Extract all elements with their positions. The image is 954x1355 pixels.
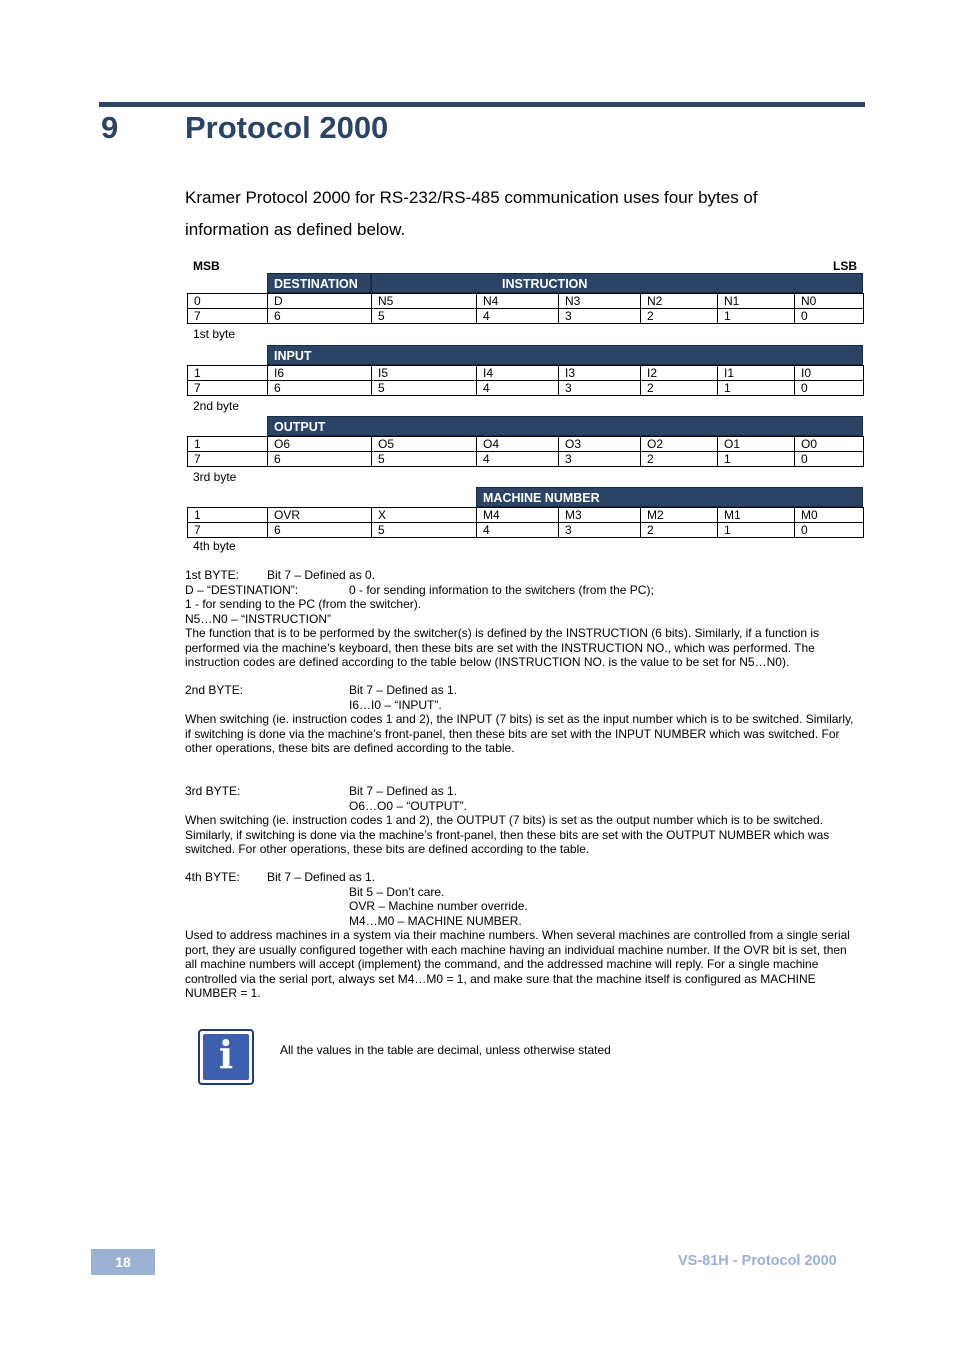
bit-cell: 1: [718, 523, 795, 538]
bit-cell: 4: [477, 381, 559, 396]
input-header: INPUT: [267, 345, 863, 365]
byte-3-description: [185, 784, 855, 857]
bit-cell: I6: [268, 366, 372, 381]
bit-cell: I0: [795, 366, 864, 381]
footer-title: VS-81H - Protocol 2000: [678, 1253, 837, 1269]
bit-cell: 0: [188, 294, 268, 309]
byte-3-bit7: Bit 7 – Defined as 1.: [349, 784, 458, 798]
instruction-field: N5…N0 – “INSTRUCTION”: [185, 611, 332, 626]
bit-cell: O2: [641, 437, 718, 452]
byte-2-bit7: Bit 7 – Defined as 1.: [349, 683, 458, 697]
destination-1-text: 1 - for sending to the PC (from the switcher).: [185, 597, 422, 611]
bit-cell: 2: [641, 452, 718, 467]
table-row: [188, 437, 864, 452]
info-icon: [198, 1029, 254, 1085]
byte-4-heading: 4th BYTE:: [185, 870, 240, 884]
bit-cell: 3: [559, 452, 641, 467]
bit-cell: 3: [559, 523, 641, 538]
bit-cell: M4: [477, 508, 559, 523]
table-row: [188, 452, 864, 467]
bit-cell: N5: [372, 294, 477, 309]
bit-cell: 3: [559, 309, 641, 324]
bit-cell: O5: [372, 437, 477, 452]
bit-cell: 1: [718, 452, 795, 467]
msb-label: MSB: [193, 259, 220, 273]
bit-cell: D: [268, 294, 372, 309]
bit-cell: I4: [477, 366, 559, 381]
bit-cell: 0: [795, 381, 864, 396]
byte-3-field: O6…O0 – “OUTPUT”.: [349, 798, 468, 813]
info-note: All the values in the table are decimal, unless otherwise stated: [280, 1043, 611, 1057]
byte-2-table: [187, 365, 864, 396]
destination-label: D – “DESTINATION”:: [185, 582, 299, 597]
byte-4-table: [187, 507, 864, 538]
bit-cell: 7: [188, 381, 268, 396]
bit-cell: 6: [268, 523, 372, 538]
byte-label: 4th byte: [193, 539, 236, 553]
bit-cell: 1: [718, 381, 795, 396]
bit-cell: O6: [268, 437, 372, 452]
chapter-title: Protocol 2000: [185, 110, 389, 145]
bit-cell: O4: [477, 437, 559, 452]
bit-cell: I3: [559, 366, 641, 381]
bit-cell: O3: [559, 437, 641, 452]
bit-cell: 0: [795, 309, 864, 324]
bit-cell: 1: [188, 437, 268, 452]
chapter-number: 9: [101, 110, 119, 145]
intro-paragraph: Kramer Protocol 2000 for RS-232/RS-485 communication uses four bytes of information as defined below.: [185, 188, 758, 239]
bit-cell: X: [372, 508, 477, 523]
bit-cell: OVR: [268, 508, 372, 523]
bit-cell: 5: [372, 523, 477, 538]
bit-cell: I2: [641, 366, 718, 381]
bit-cell: M1: [718, 508, 795, 523]
bit-cell: I5: [372, 366, 477, 381]
destination-0-text: 0 - for sending information to the switchers (from the PC);: [349, 582, 654, 597]
lsb-label: LSB: [833, 259, 857, 273]
table-row: [188, 508, 864, 523]
table-row: [188, 523, 864, 538]
info-icon-glyph: i: [218, 1032, 234, 1077]
byte-label: 1st byte: [193, 327, 236, 341]
byte-4-ovr: OVR – Machine number override.: [349, 899, 528, 913]
byte-label: 2nd byte: [193, 399, 240, 413]
bit-cell: 1: [718, 309, 795, 324]
destination-header: DESTINATION: [267, 273, 371, 293]
output-header: OUTPUT: [267, 416, 863, 436]
bit-cell: 6: [268, 381, 372, 396]
page-number: 18: [115, 1254, 131, 1270]
bit-cell: N0: [795, 294, 864, 309]
bit-cell: 6: [268, 452, 372, 467]
bit-cell: O1: [718, 437, 795, 452]
byte-1-table: [187, 293, 864, 324]
bit-cell: M0: [795, 508, 864, 523]
bit-cell: 2: [641, 309, 718, 324]
bit-cell: M3: [559, 508, 641, 523]
chapter-top-rule: [99, 102, 865, 107]
bit-cell: 7: [188, 452, 268, 467]
instruction-header: INSTRUCTION: [371, 273, 863, 293]
table-row: [188, 309, 864, 324]
byte-2-field: I6…I0 – “INPUT”.: [349, 697, 442, 712]
byte-1-paragraph: The function that is to be performed by the switcher(s) is defined by the INSTRUCTION (6 bits). Similarly, if a function is performed via the machine’s keyboard, then these bits are set with the INSTRUCTION NO., which was performed. The instruction codes are defined according to the table below (INSTRUCTION NO. is the value to be set for N5…N0).: [185, 626, 820, 669]
byte-3-paragraph: When switching (ie. instruction codes 1 and 2), the OUTPUT (7 bits) is set as the output number which is to be switched. Similarly, if switching is done via the machine’s front-panel, then these bits are set with the OUTPUT NUMBER which was switched. For other operations, these bits are defined according to the table.: [185, 813, 830, 856]
bit-cell: 1: [188, 508, 268, 523]
bit-cell: 7: [188, 309, 268, 324]
bit-cell: 5: [372, 381, 477, 396]
byte-2-heading: 2nd BYTE:: [185, 683, 244, 697]
bit-cell: N1: [718, 294, 795, 309]
bit-cell: 2: [641, 381, 718, 396]
byte-3-table: [187, 436, 864, 467]
byte-4-paragraph: Used to address machines in a system via their machine numbers. When several machines are controlled from a single serial port, they are usually configured together with each machine having an individual machine number. If the OVR bit is set, then all machine numbers will accept (implement) the command, and the addressed machine will reply. For a single machine controlled via the serial port, always set M4…M0 = 1, and make sure that the machine itself is configured as MACHINE NUMBER = 1.: [185, 928, 850, 1000]
byte-2-description: [185, 683, 855, 756]
byte-label: 3rd byte: [193, 470, 237, 484]
bit-cell: O0: [795, 437, 864, 452]
byte-4-field: M4…M0 – MACHINE NUMBER.: [349, 913, 522, 928]
table-row: [188, 294, 864, 309]
bit-cell: 1: [188, 366, 268, 381]
bit-cell: N3: [559, 294, 641, 309]
machine-number-header: MACHINE NUMBER: [476, 487, 863, 507]
bit-cell: 4: [477, 452, 559, 467]
byte-4-bit5: Bit 5 – Don’t care.: [349, 884, 445, 899]
bit-cell: 0: [795, 452, 864, 467]
bit-cell: 4: [477, 523, 559, 538]
byte-4-bit7: Bit 7 – Defined as 1.: [267, 870, 376, 884]
bit-cell: I1: [718, 366, 795, 381]
bit-cell: 3: [559, 381, 641, 396]
bit-cell: M2: [641, 508, 718, 523]
byte-1-heading: 1st BYTE:: [185, 568, 240, 582]
bit-cell: 2: [641, 523, 718, 538]
bit-cell: N2: [641, 294, 718, 309]
table-row: [188, 366, 864, 381]
bit-cell: 4: [477, 309, 559, 324]
bit-cell: 6: [268, 309, 372, 324]
bit-cell: 5: [372, 309, 477, 324]
bit-cell: 0: [795, 523, 864, 538]
bit-cell: N4: [477, 294, 559, 309]
byte-1-description: [185, 568, 855, 670]
byte-3-heading: 3rd BYTE:: [185, 784, 241, 798]
table-row: [188, 381, 864, 396]
bit-cell: 7: [188, 523, 268, 538]
byte-4-description: [185, 870, 855, 1001]
byte-1-bit7: Bit 7 – Defined as 0.: [267, 568, 376, 582]
bit-cell: 5: [372, 452, 477, 467]
byte-2-paragraph: When switching (ie. instruction codes 1 and 2), the INPUT (7 bits) is set as the input number which is to be switched. Similarly, if switching is done via the machine’s front-panel, then these bits are set with the INPUT NUMBER which was switched. For other operations, these bits are defined according to the table.: [185, 712, 854, 755]
